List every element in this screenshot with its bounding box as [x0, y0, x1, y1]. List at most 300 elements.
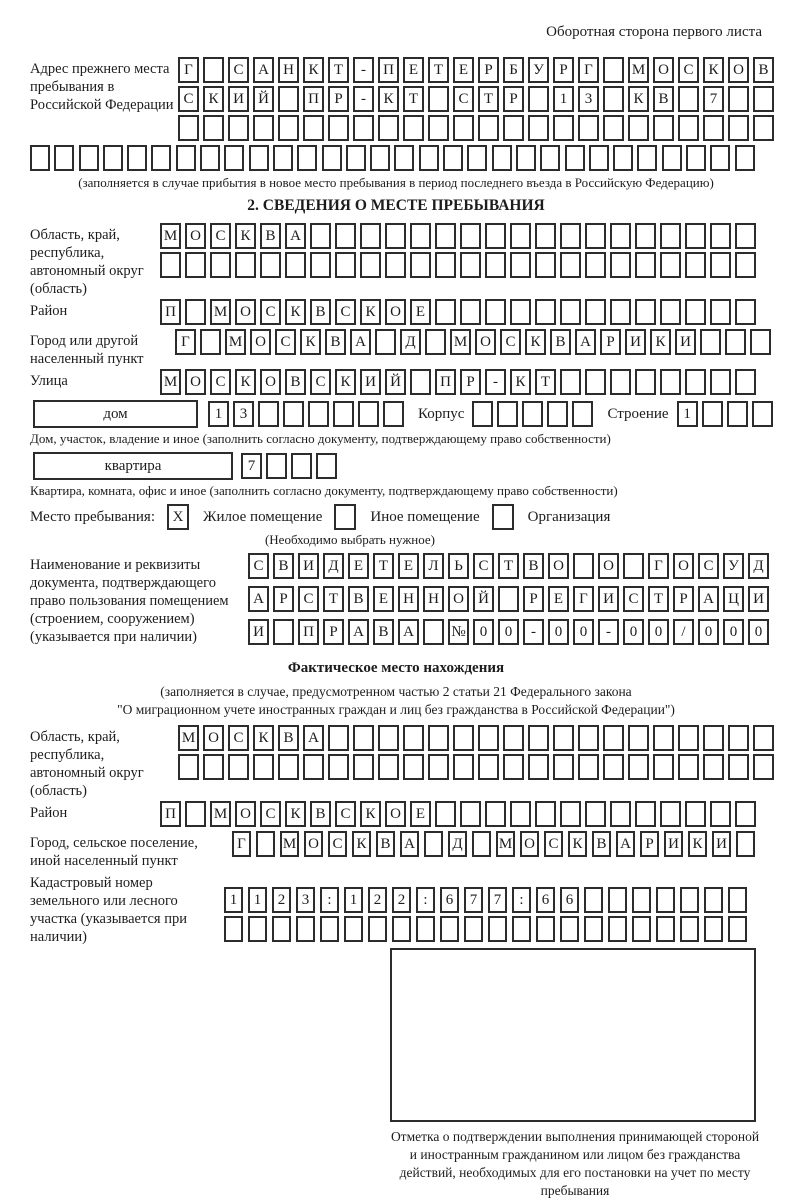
doc-row-1 — [248, 553, 773, 579]
char-cell: П — [378, 57, 399, 83]
char-cell — [710, 369, 731, 395]
char-cell — [685, 299, 706, 325]
char-cell: Е — [548, 586, 569, 612]
char-cell — [428, 115, 449, 141]
char-cell — [346, 145, 366, 171]
char-cell — [753, 86, 774, 112]
char-cell — [296, 916, 315, 942]
char-cell — [428, 725, 449, 751]
oblast-row-1 — [160, 223, 760, 249]
char-cell: К — [235, 223, 256, 249]
char-cell — [423, 619, 444, 645]
char-cell — [228, 115, 249, 141]
char-cell: С — [248, 553, 269, 579]
page-corner-note: Оборотная сторона первого листа — [546, 24, 762, 40]
stamp-box — [390, 948, 756, 1122]
char-cell — [635, 801, 656, 827]
char-cell: 7 — [703, 86, 724, 112]
char-cell: С — [228, 725, 249, 751]
char-cell — [79, 145, 99, 171]
char-cell: 0 — [623, 619, 644, 645]
char-cell — [378, 115, 399, 141]
field-prev-address — [30, 57, 769, 144]
char-cell — [485, 299, 506, 325]
char-cell — [678, 754, 699, 780]
char-cell: О — [385, 801, 406, 827]
char-cell — [310, 223, 331, 249]
char-cell — [256, 831, 275, 857]
char-cell: 7 — [464, 887, 483, 913]
char-cell: Д — [400, 329, 421, 355]
char-cell — [585, 801, 606, 827]
char-cell — [728, 754, 749, 780]
char-cell — [728, 916, 747, 942]
char-cell: О — [250, 329, 271, 355]
char-cell: 0 — [498, 619, 519, 645]
field-kadastr — [30, 871, 762, 946]
char-cell: С — [698, 553, 719, 579]
char-cell — [464, 916, 483, 942]
char-cell — [503, 754, 524, 780]
char-cell: О — [673, 553, 694, 579]
field-fact-oblast — [30, 725, 762, 800]
gorod-row — [175, 329, 775, 355]
char-cell — [176, 145, 196, 171]
char-cell — [572, 401, 593, 427]
char-cell — [553, 754, 574, 780]
char-cell — [750, 329, 771, 355]
char-cell: Й — [253, 86, 274, 112]
char-cell: О — [260, 369, 281, 395]
char-cell: 1 — [248, 887, 267, 913]
option-inoye-label: Иное помещение — [370, 508, 480, 525]
char-cell — [653, 754, 674, 780]
fact-raion-row — [160, 801, 760, 827]
char-cell: А — [400, 831, 419, 857]
option-zhiloye-label: Жилое помещение — [203, 508, 323, 525]
char-cell: П — [160, 801, 181, 827]
char-cell — [443, 145, 463, 171]
char-cell: О — [728, 57, 749, 83]
char-cell: 0 — [548, 619, 569, 645]
char-cell: В — [273, 553, 294, 579]
char-cell — [285, 252, 306, 278]
char-cell: : — [416, 887, 435, 913]
char-cell — [378, 725, 399, 751]
char-cell — [610, 299, 631, 325]
char-cell — [589, 145, 609, 171]
char-cell: О — [235, 801, 256, 827]
char-cell — [360, 223, 381, 249]
char-cell: 0 — [473, 619, 494, 645]
char-cell: П — [303, 86, 324, 112]
char-cell: К — [525, 329, 546, 355]
char-cell: 6 — [440, 887, 459, 913]
char-cell — [753, 115, 774, 141]
char-cell — [585, 252, 606, 278]
char-cell — [273, 145, 293, 171]
char-cell: Т — [428, 57, 449, 83]
char-cell: К — [378, 86, 399, 112]
char-cell: С — [623, 586, 644, 612]
char-cell: К — [253, 725, 274, 751]
mesto-label: Место пребывания: — [30, 508, 155, 525]
char-cell — [510, 299, 531, 325]
char-cell: Р — [673, 586, 694, 612]
char-cell — [410, 223, 431, 249]
char-cell — [353, 754, 374, 780]
char-cell — [610, 801, 631, 827]
char-cell: 3 — [233, 401, 254, 427]
char-cell — [635, 369, 656, 395]
char-cell: Р — [503, 86, 524, 112]
char-cell — [685, 369, 706, 395]
char-cell — [335, 252, 356, 278]
char-cell: Д — [323, 553, 344, 579]
char-cell — [272, 916, 291, 942]
char-cell — [680, 916, 699, 942]
char-cell — [735, 223, 756, 249]
char-cell — [578, 754, 599, 780]
char-cell — [403, 115, 424, 141]
char-cell — [435, 223, 456, 249]
char-cell — [278, 86, 299, 112]
field-ulitsa — [30, 369, 762, 398]
char-cell — [472, 831, 491, 857]
char-cell: Т — [323, 586, 344, 612]
char-cell — [385, 252, 406, 278]
char-cell — [424, 831, 443, 857]
char-cell: О — [185, 369, 206, 395]
char-cell — [685, 223, 706, 249]
char-cell: А — [303, 725, 324, 751]
char-cell: К — [628, 86, 649, 112]
char-cell — [635, 252, 656, 278]
char-cell — [685, 801, 706, 827]
char-cell: О — [520, 831, 539, 857]
char-cell: В — [310, 801, 331, 827]
char-cell: В — [260, 223, 281, 249]
char-cell: И — [248, 619, 269, 645]
char-cell: М — [160, 369, 181, 395]
char-cell — [425, 329, 446, 355]
oblast-label: Область, край, республика, автономный округ (область) — [30, 227, 144, 297]
char-cell: Д — [748, 553, 769, 579]
fact-note-line1: (заполняется в случае, предусмотренном частью 2 статьи 21 Федерального закона — [160, 684, 632, 699]
char-cell: Е — [410, 299, 431, 325]
char-cell — [200, 329, 221, 355]
char-cell — [560, 916, 579, 942]
char-cell — [512, 916, 531, 942]
char-cell — [553, 115, 574, 141]
char-cell — [435, 801, 456, 827]
char-cell — [460, 299, 481, 325]
char-cell: Р — [323, 619, 344, 645]
ulitsa-label: Улица — [30, 373, 68, 389]
char-cell — [540, 145, 560, 171]
char-cell: Т — [328, 57, 349, 83]
char-cell: К — [510, 369, 531, 395]
char-cell: И — [625, 329, 646, 355]
char-cell — [453, 754, 474, 780]
prev-address-label: Адрес прежнего места пребывания в Российской Федерации — [30, 61, 174, 113]
char-cell — [178, 754, 199, 780]
char-cell: С — [178, 86, 199, 112]
char-cell — [258, 401, 279, 427]
char-cell: С — [275, 329, 296, 355]
char-cell — [547, 401, 568, 427]
char-cell: И — [712, 831, 731, 857]
char-cell: П — [435, 369, 456, 395]
fact-note-line2: "О миграционном учете иностранных граждан и лиц без гражданства в Российской Федерации") — [117, 702, 675, 717]
dom-row — [33, 400, 762, 428]
kadastr-rows — [224, 887, 752, 945]
char-cell — [224, 916, 243, 942]
char-cell — [535, 223, 556, 249]
char-cell — [710, 299, 731, 325]
char-cell: Р — [460, 369, 481, 395]
char-cell: О — [653, 57, 674, 83]
char-cell: - — [598, 619, 619, 645]
char-cell — [375, 329, 396, 355]
char-cell — [728, 725, 749, 751]
char-cell — [584, 887, 603, 913]
char-cell — [686, 145, 706, 171]
char-cell — [278, 754, 299, 780]
char-cell: И — [664, 831, 683, 857]
char-cell — [435, 252, 456, 278]
char-cell — [291, 453, 312, 479]
char-cell: С — [210, 369, 231, 395]
char-cell: 0 — [648, 619, 669, 645]
char-cell — [660, 801, 681, 827]
fact-gorod-row — [232, 831, 760, 857]
char-cell — [278, 115, 299, 141]
char-cell: К — [650, 329, 671, 355]
char-cell: 2 — [368, 887, 387, 913]
char-cell: 1 — [677, 401, 698, 427]
char-cell — [253, 754, 274, 780]
kadastr-row-2 — [224, 916, 752, 942]
char-cell — [635, 223, 656, 249]
raion-row — [160, 299, 760, 325]
char-cell: А — [398, 619, 419, 645]
char-cell — [303, 754, 324, 780]
char-cell — [710, 223, 731, 249]
char-cell: X — [167, 504, 189, 530]
char-cell: Т — [498, 553, 519, 579]
kvartira-row — [33, 452, 762, 480]
char-cell — [608, 887, 627, 913]
field-oblast — [30, 223, 762, 298]
char-cell: С — [453, 86, 474, 112]
char-cell — [253, 115, 274, 141]
char-cell — [419, 145, 439, 171]
char-cell — [303, 115, 324, 141]
char-cell — [585, 223, 606, 249]
char-cell — [248, 916, 267, 942]
char-cell: Г — [648, 553, 669, 579]
char-cell: И — [748, 586, 769, 612]
doc-label: Наименование и реквизиты документа, подтверждающего право пользования помещением (строением, сооружением) (указывается при наличии) — [30, 557, 229, 645]
char-cell — [503, 725, 524, 751]
char-cell — [585, 299, 606, 325]
char-cell — [320, 916, 339, 942]
char-cell — [127, 145, 147, 171]
field-gorod — [30, 329, 762, 368]
char-cell — [535, 252, 556, 278]
char-cell — [344, 916, 363, 942]
char-cell — [560, 223, 581, 249]
char-cell: № — [448, 619, 469, 645]
field-raion — [30, 299, 762, 328]
char-cell — [632, 916, 651, 942]
char-cell — [703, 754, 724, 780]
char-cell — [492, 504, 514, 530]
prev-address-note: (заполняется в случае прибытия в новое место пребывания в период последнего въезда в Российскую Федерацию) — [78, 175, 714, 190]
char-cell: О — [185, 223, 206, 249]
char-cell: А — [698, 586, 719, 612]
char-cell — [510, 223, 531, 249]
char-cell — [704, 916, 723, 942]
char-cell — [260, 252, 281, 278]
char-cell: О — [448, 586, 469, 612]
char-cell: Г — [232, 831, 251, 857]
char-cell: - — [485, 369, 506, 395]
char-cell — [535, 299, 556, 325]
prev-address-row-3 — [178, 115, 778, 141]
char-cell — [310, 252, 331, 278]
char-cell — [710, 252, 731, 278]
stroenie-cells — [677, 401, 777, 427]
char-cell — [632, 887, 651, 913]
char-cell: В — [653, 86, 674, 112]
field-fact-raion — [30, 801, 762, 830]
char-cell — [368, 916, 387, 942]
char-cell: Д — [448, 831, 467, 857]
char-cell: О — [203, 725, 224, 751]
char-cell — [703, 725, 724, 751]
char-cell: В — [373, 619, 394, 645]
char-cell — [603, 86, 624, 112]
char-cell — [728, 115, 749, 141]
char-cell: И — [675, 329, 696, 355]
char-cell — [54, 145, 74, 171]
char-cell — [735, 369, 756, 395]
char-cell — [578, 725, 599, 751]
char-cell: О — [548, 553, 569, 579]
char-cell: О — [304, 831, 323, 857]
char-cell: Т — [648, 586, 669, 612]
char-cell — [308, 401, 329, 427]
char-cell — [660, 299, 681, 325]
char-cell — [560, 801, 581, 827]
char-cell: В — [376, 831, 395, 857]
char-cell: Й — [473, 586, 494, 612]
char-cell — [656, 887, 675, 913]
fact-gorod-label: Город, сельское поселение, иной населенный пункт — [30, 835, 198, 869]
char-cell: Е — [403, 57, 424, 83]
char-cell: В — [325, 329, 346, 355]
char-cell — [185, 299, 206, 325]
char-cell — [210, 252, 231, 278]
doc-row-3 — [248, 619, 773, 645]
korpus-label: Корпус — [418, 405, 465, 422]
doc-rows — [248, 553, 773, 652]
char-cell: О — [598, 553, 619, 579]
char-cell: 1 — [224, 887, 243, 913]
char-cell: М — [160, 223, 181, 249]
char-cell — [385, 223, 406, 249]
fact-oblast-label: Область, край, республика, автономный округ (область) — [30, 729, 144, 799]
stamp-area — [390, 948, 760, 1200]
char-cell — [710, 145, 730, 171]
char-cell: С — [678, 57, 699, 83]
char-cell — [328, 725, 349, 751]
char-cell: М — [280, 831, 299, 857]
char-cell — [628, 754, 649, 780]
char-cell — [522, 401, 543, 427]
char-cell — [203, 115, 224, 141]
fact-notes — [30, 683, 762, 719]
char-cell — [378, 754, 399, 780]
doc-row-2 — [248, 586, 773, 612]
char-cell: С — [335, 801, 356, 827]
char-cell: К — [285, 299, 306, 325]
char-cell — [224, 145, 244, 171]
char-cell — [266, 453, 287, 479]
char-cell: И — [228, 86, 249, 112]
char-cell: Г — [178, 57, 199, 83]
char-cell — [328, 115, 349, 141]
char-cell — [416, 916, 435, 942]
char-cell: Й — [385, 369, 406, 395]
char-cell: А — [350, 329, 371, 355]
char-cell: 6 — [536, 887, 555, 913]
char-cell: Р — [478, 57, 499, 83]
char-cell — [440, 916, 459, 942]
char-cell — [603, 725, 624, 751]
char-cell — [185, 252, 206, 278]
char-cell — [333, 401, 354, 427]
kvartira-type-box: квартира — [33, 452, 233, 480]
field-doc — [30, 553, 762, 652]
char-cell: О — [385, 299, 406, 325]
char-cell — [753, 725, 774, 751]
char-cell — [535, 801, 556, 827]
char-cell — [283, 401, 304, 427]
char-cell — [635, 299, 656, 325]
char-cell — [492, 145, 512, 171]
char-cell: Т — [478, 86, 499, 112]
section2-title: 2. СВЕДЕНИЯ О МЕСТЕ ПРЕБЫВАНИЯ — [247, 197, 545, 214]
char-cell: К — [352, 831, 371, 857]
char-cell — [536, 916, 555, 942]
mesto-note: (Необходимо выбрать нужное) — [264, 532, 436, 547]
char-cell: С — [260, 801, 281, 827]
fact-title: Фактическое место нахождения — [287, 660, 505, 676]
char-cell: 3 — [296, 887, 315, 913]
fact-oblast-row-2 — [178, 754, 778, 780]
char-cell — [370, 145, 390, 171]
option-organizatsiya-label: Организация — [527, 508, 611, 525]
char-cell — [488, 916, 507, 942]
char-cell: Р — [328, 86, 349, 112]
char-cell: В — [348, 586, 369, 612]
char-cell: Г — [175, 329, 196, 355]
char-cell — [662, 145, 682, 171]
char-cell: 2 — [392, 887, 411, 913]
